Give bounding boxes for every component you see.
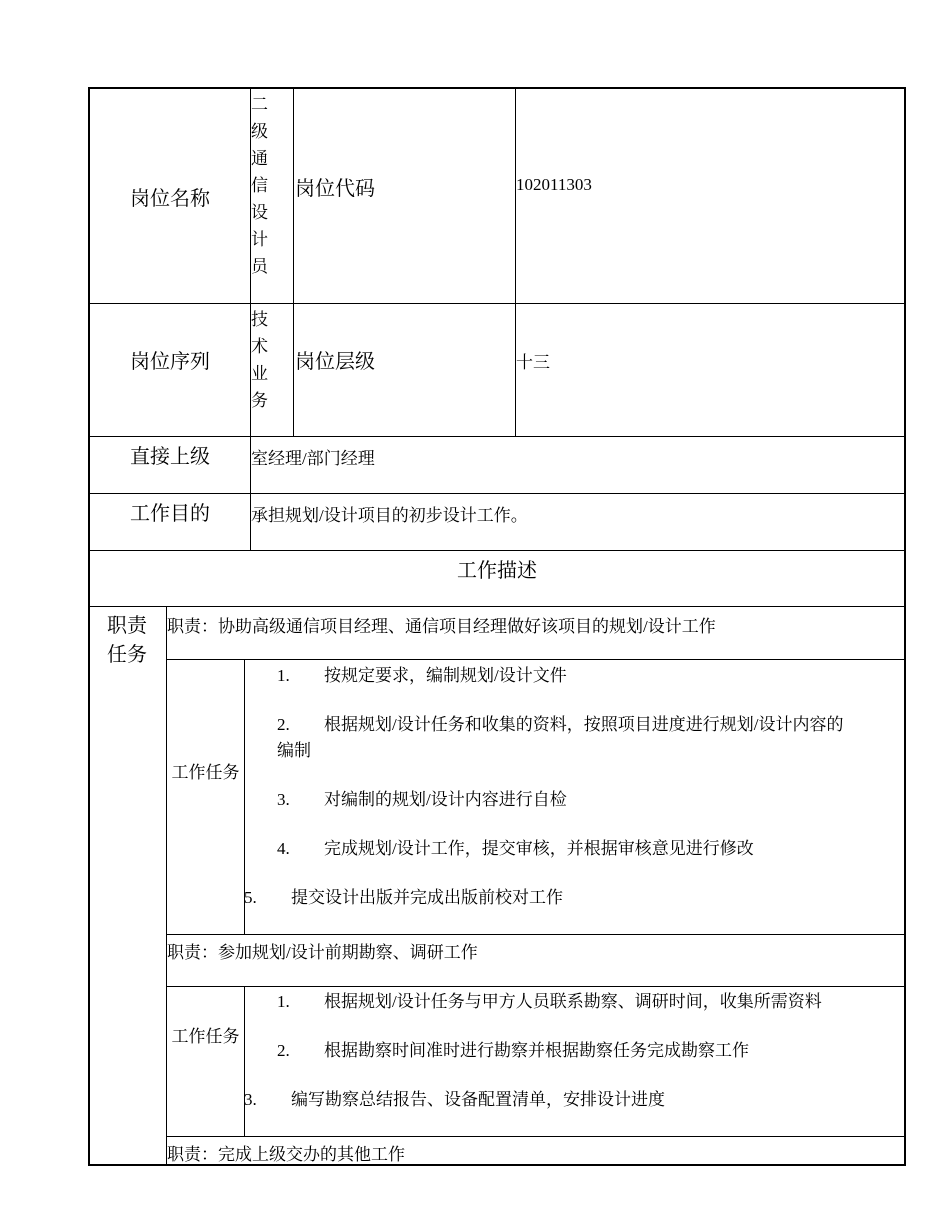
level-label: 岗位层级 <box>295 351 375 373</box>
col-divider <box>293 87 294 436</box>
level-value: 十三 <box>516 353 550 372</box>
sequence-value: 技术业务 <box>251 310 268 410</box>
row-divider <box>88 436 906 437</box>
row-divider <box>166 934 906 935</box>
task-item: 4. 完成规划/设计工作，提交审核，并根据审核意见进行修改 <box>277 839 754 858</box>
task-item: 5. 提交设计出版并完成出版前校对工作 <box>244 888 563 907</box>
superior-label: 直接上级 <box>130 445 210 468</box>
row-divider <box>88 550 906 551</box>
task-label: 工作任务 <box>171 763 240 782</box>
position-name-value: 二级通信设计员 <box>251 95 268 276</box>
duty-3-text: 职责：完成上级交办的其他工作 <box>167 1145 405 1164</box>
position-code-label: 岗位代码 <box>295 178 375 200</box>
task-item: 2. 根据规划/设计任务和收集的资料，按照项目进度进行规划/设计内容的 编制 <box>277 715 844 760</box>
row-divider <box>166 659 906 660</box>
col-divider <box>515 87 516 436</box>
duties-label: 职责任务 <box>107 615 147 666</box>
duty-2-text: 职责：参加规划/设计前期勘察、调研工作 <box>167 943 478 962</box>
position-code-value: 102011303 <box>516 175 592 194</box>
task-item: 3. 编写勘察总结报告、设备配置清单，安排设计进度 <box>244 1090 665 1109</box>
row-divider <box>88 493 906 494</box>
position-name-label: 岗位名称 <box>130 187 210 210</box>
col-divider <box>166 606 167 1166</box>
sequence-label: 岗位序列 <box>130 350 210 373</box>
task-item: 1. 根据规划/设计任务与甲方人员联系勘察、调研时间，收集所需资料 <box>277 992 822 1011</box>
task-item: 1. 按规定要求，编制规划/设计文件 <box>277 666 567 685</box>
task-item: 2. 根据勘察时间准时进行勘察并根据勘察任务完成勘察工作 <box>277 1041 749 1060</box>
superior-value: 室经理/部门经理 <box>251 449 375 468</box>
purpose-label: 工作目的 <box>130 502 210 525</box>
purpose-value: 承担规划/设计项目的初步设计工作。 <box>251 506 528 525</box>
description-title: 工作描述 <box>457 559 537 582</box>
row-divider <box>166 1136 906 1137</box>
row-divider <box>166 986 906 987</box>
col-divider <box>244 986 245 1136</box>
task-item: 3. 对编制的规划/设计内容进行自检 <box>277 790 567 809</box>
row-divider <box>88 606 906 607</box>
task-label: 工作任务 <box>171 1027 240 1046</box>
duty-1-text: 职责：协助高级通信项目经理、通信项目经理做好该项目的规划/设计工作 <box>167 617 716 636</box>
